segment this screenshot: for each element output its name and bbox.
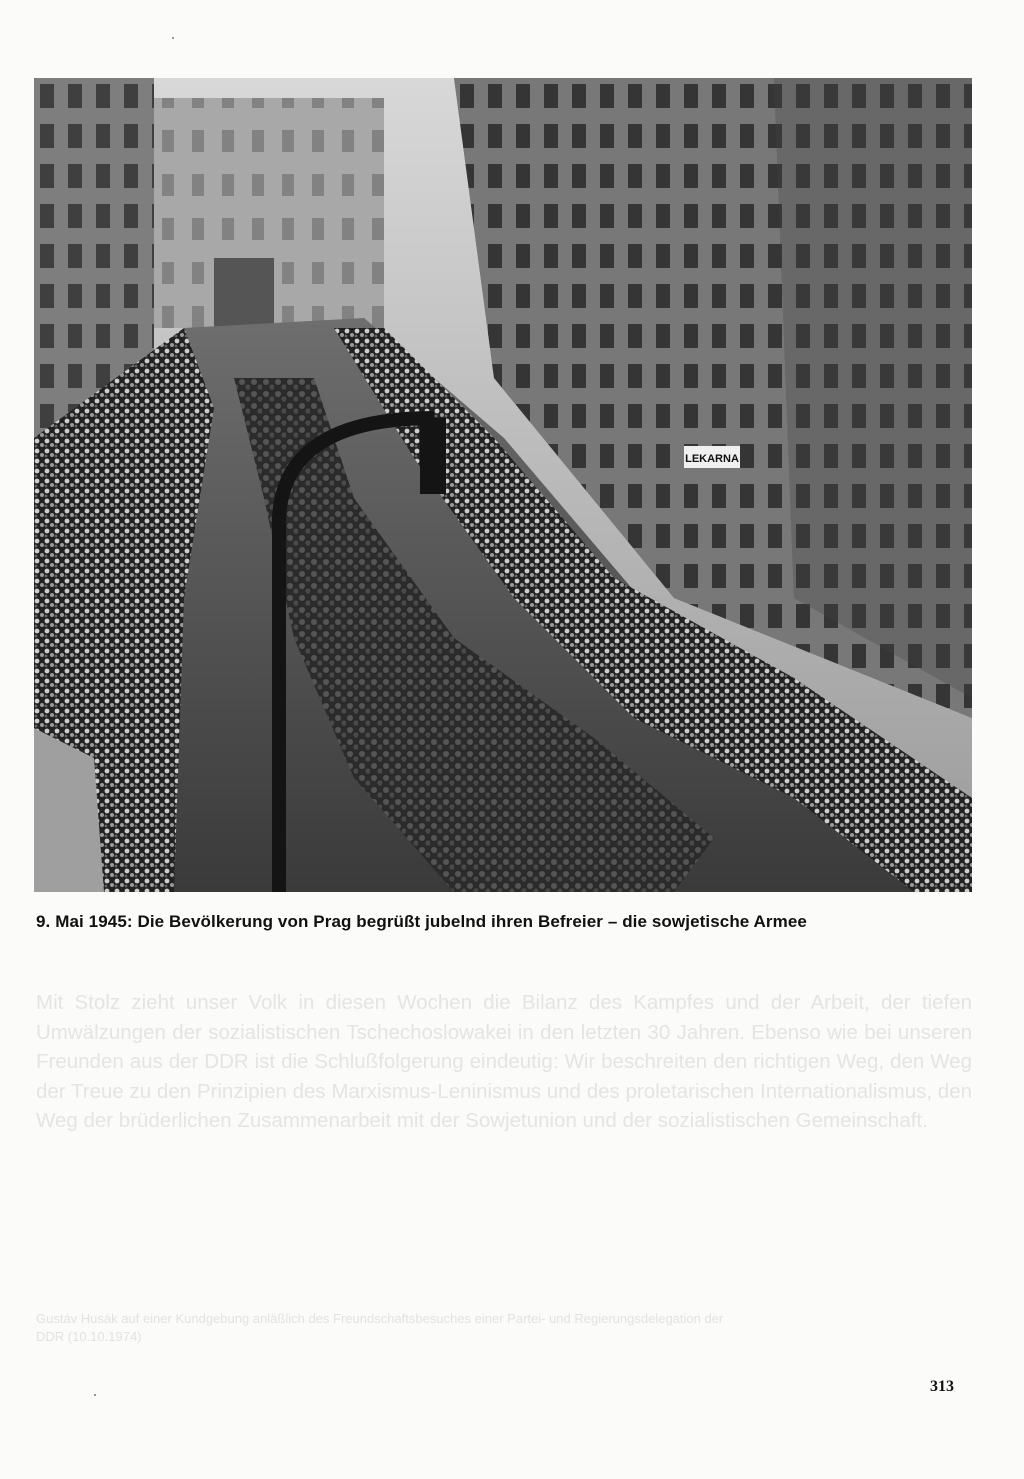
photo-scene	[34, 78, 972, 892]
page-speck	[172, 37, 174, 39]
photograph-prague-parade	[34, 78, 972, 892]
page-number: 313	[930, 1378, 954, 1395]
page-speck	[94, 1394, 96, 1396]
faded-quote-text: Mit Stolz zieht unser Volk in diesen Wochen die Bilanz des Kampfes und der Arbeit, der tiefen Umwälzungen der sozialistischen Tschechoslowakei in den letzten 30 Jahren. Ebenso wie bei unseren Freunden aus der DDR ist die Schlußfolgerung eindeutig: Wir beschreiten den richtigen Weg, den Weg der Treue zu den Prinzipien des Marxismus-Leninismus und des proletarischen Internationalismus, den Weg der brüderlichen Zusammenarbeit mit der Sowjetunion und der sozialistischen Gemeinschaft.	[36, 991, 972, 1132]
quote-source: Gustáv Husák auf einer Kundgebung anläßlich des Freundschaftsbesuches einer Partei- und Regierungsdelegation der DDR (10.10.1974)	[36, 1311, 724, 1344]
photo-caption: 9. Mai 1945: Die Bevölkerung von Prag begrüßt jubelnd ihren Befreier – die sowjetische Armee	[36, 912, 807, 931]
lekarna-sign: LEKARNA	[685, 453, 739, 465]
